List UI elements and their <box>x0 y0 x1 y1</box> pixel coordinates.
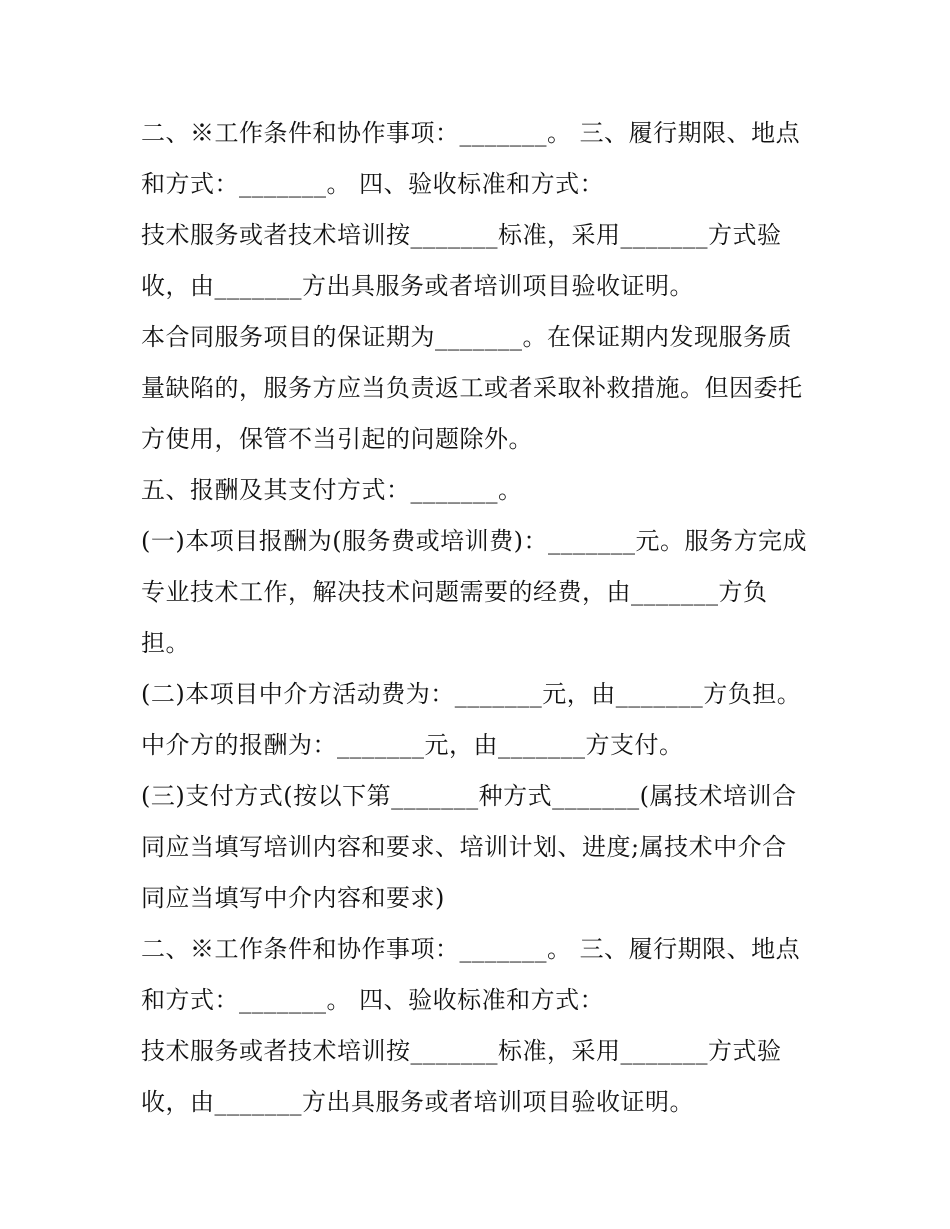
text-line: 和方式：_______。 四、验收标准和方式： <box>141 170 605 198</box>
document-body <box>141 108 821 1128</box>
text-line: 中介方的报酬为：_______元，由_______方支付。 <box>141 731 684 759</box>
text-line: 收，由_______方出具服务或者培训项目验收证明。 <box>141 1088 694 1116</box>
text-line: 方使用，保管不当引起的问题除外。 <box>141 425 533 453</box>
text-line: 本合同服务项目的保证期为_______。在保证期内发现服务质 <box>141 323 792 351</box>
text-line: (一)本项目报酬为(服务费或培训费)：_______元。服务方完成 <box>141 527 807 555</box>
text-line: (二)本项目中介方活动费为：_______元，由_______方负担。 <box>141 680 802 708</box>
text-line: 五、报酬及其支付方式：_______。 <box>141 476 523 504</box>
text-line: 和方式：_______。 四、验收标准和方式： <box>141 986 605 1014</box>
text-line: 量缺陷的，服务方应当负责返工或者采取补救措施。但因委托 <box>141 374 803 402</box>
text-line: 同应当填写中介内容和要求) <box>141 884 445 912</box>
text-line: 二、※工作条件和协作事项：_______。 三、履行期限、地点 <box>141 935 801 963</box>
text-line: 收，由_______方出具服务或者培训项目验收证明。 <box>141 272 694 300</box>
text-line: (三)支付方式(按以下第_______种方式_______(属技术培训合 <box>141 782 797 810</box>
text-line: 二、※工作条件和协作事项：_______。 三、履行期限、地点 <box>141 119 801 147</box>
text-line: 担。 <box>141 629 190 657</box>
text-line: 专业技术工作，解决技术问题需要的经费，由_______方负 <box>141 578 768 606</box>
text-line: 技术服务或者技术培训按_______标准，采用_______方式验 <box>141 221 782 249</box>
text-line: 技术服务或者技术培训按_______标准，采用_______方式验 <box>141 1037 782 1065</box>
text-line: 同应当填写培训内容和要求、培训计划、进度;属技术中介合 <box>141 833 787 861</box>
